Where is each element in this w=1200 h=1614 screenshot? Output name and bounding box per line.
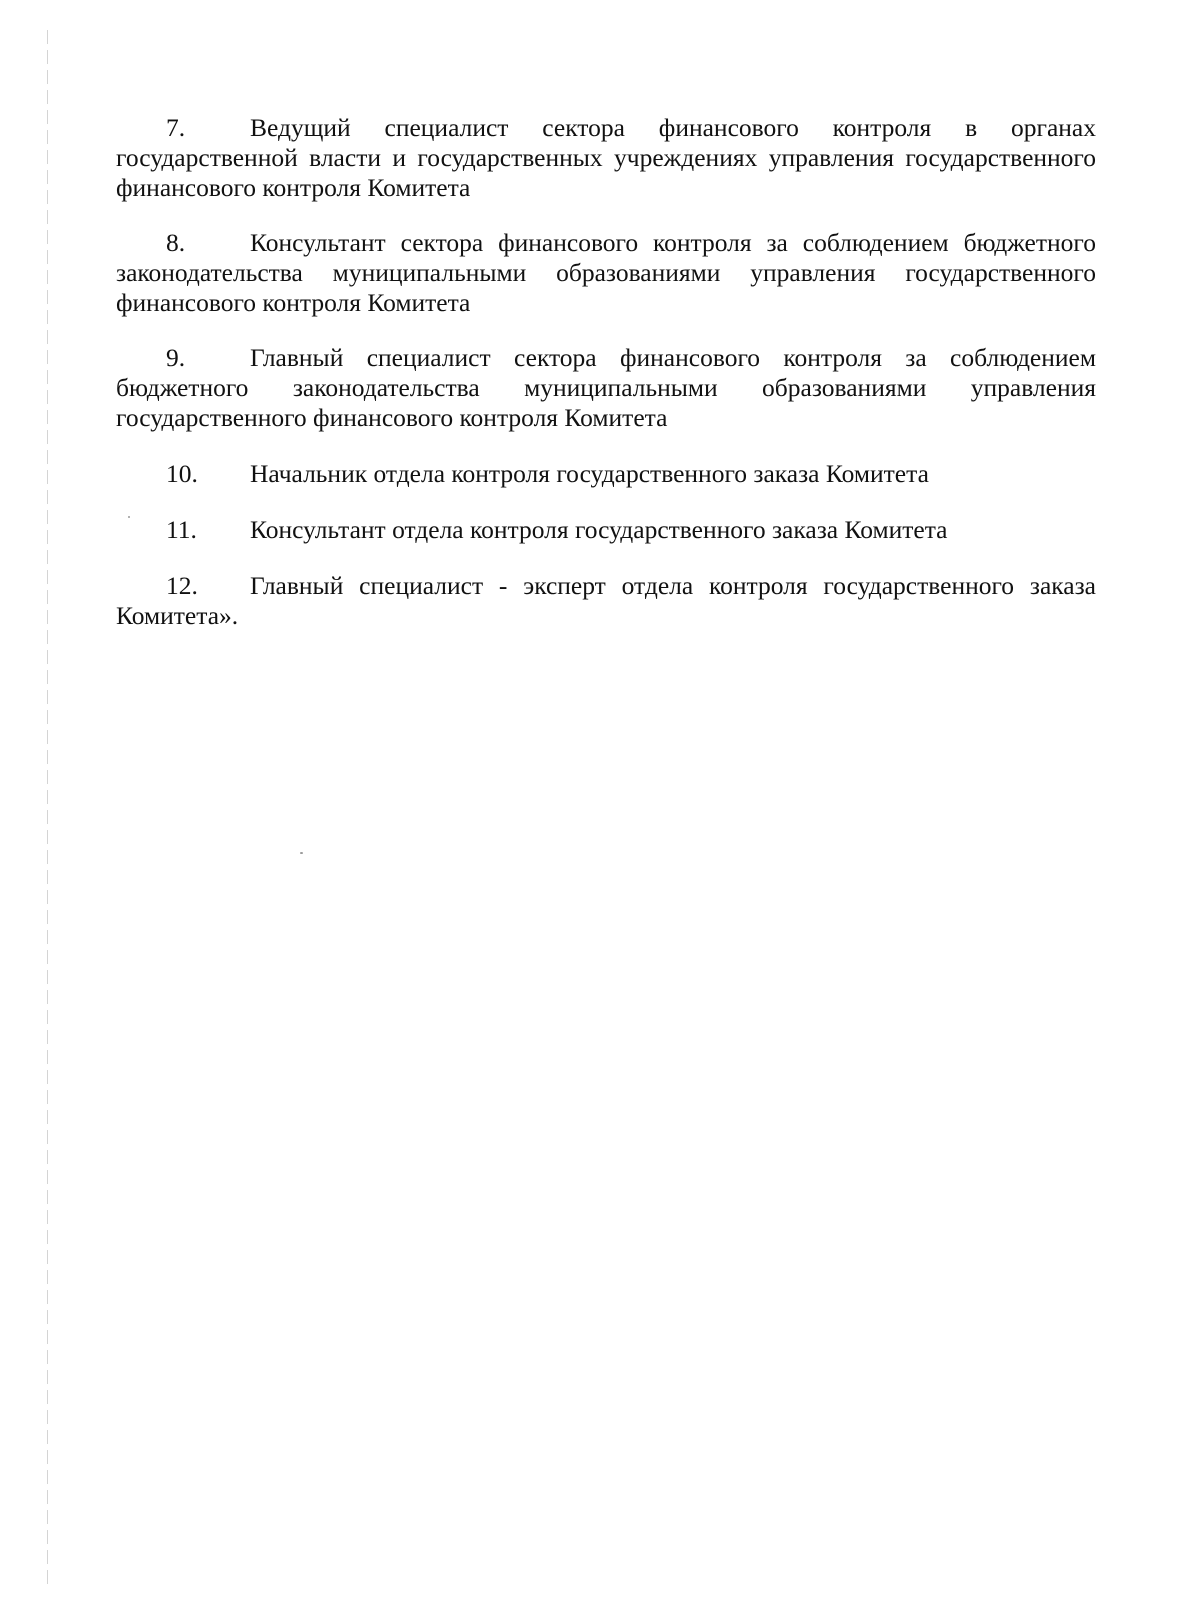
item-text: Начальник отдела контроля государственного заказа Комитета xyxy=(250,459,929,488)
scan-margin-line xyxy=(47,30,48,1590)
item-number: 10. xyxy=(166,459,198,488)
scan-speck xyxy=(300,852,303,854)
item-text: Главный специалист - эксперт отдела контроля государственного заказа Комитета». xyxy=(116,571,1096,630)
list-item xyxy=(116,571,1096,631)
item-number: 8. xyxy=(166,228,186,257)
list-item xyxy=(116,113,1096,203)
item-text: Консультант сектора финансового контроля за соблюдением бюджетного законодательства муниципальными образованиями управления государственного финансового контроля Комитета xyxy=(116,228,1096,317)
list-item xyxy=(116,228,1096,318)
item-text: Главный специалист сектора финансового контроля за соблюдением бюджетного законодательства муниципальными образованиями управления государственного финансового контроля Комитета xyxy=(116,343,1096,432)
list-item xyxy=(116,515,1096,545)
item-text: Ведущий специалист сектора финансового контроля в органах государственной власти и государственных учреждениях управления государственного финансового контроля Комитета xyxy=(116,113,1096,202)
item-number: 11. xyxy=(166,515,197,544)
item-number: 12. xyxy=(166,571,198,600)
list-item xyxy=(116,459,1096,489)
list-item xyxy=(116,343,1096,433)
item-number: 7. xyxy=(166,113,186,142)
position-list xyxy=(116,113,1096,631)
item-number: 9. xyxy=(166,343,186,372)
item-text: Консультант отдела контроля государственного заказа Комитета xyxy=(250,515,948,544)
